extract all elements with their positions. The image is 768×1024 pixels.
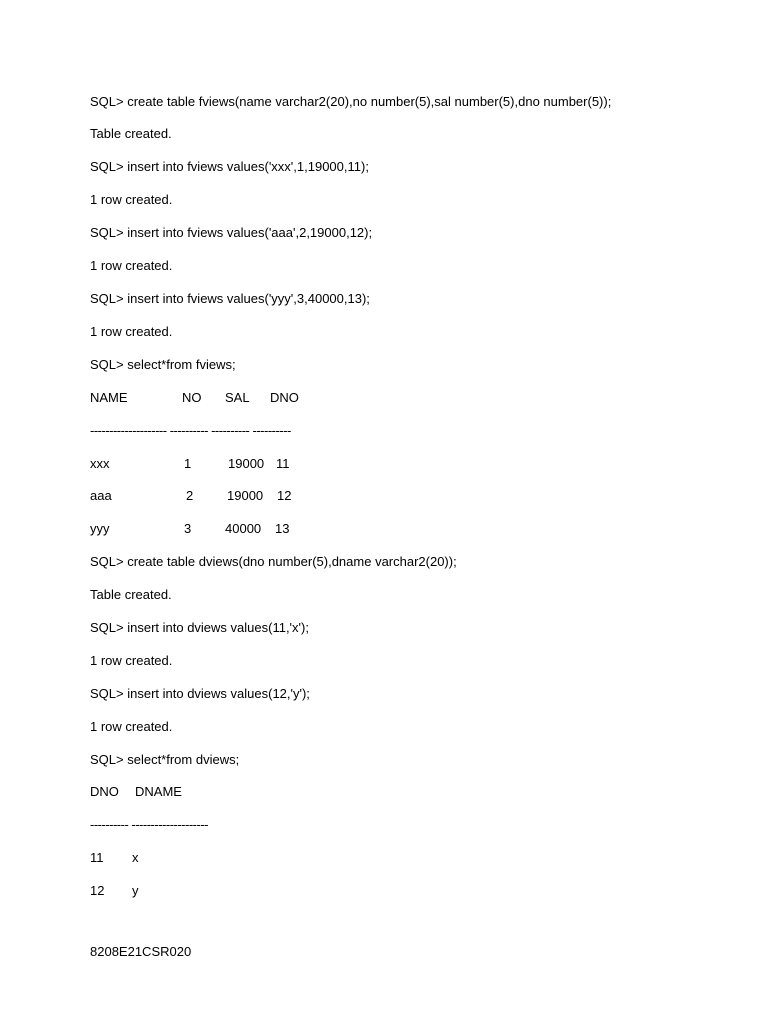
cell-dname: x [132, 850, 139, 865]
cell-no: 2 [186, 488, 194, 503]
result-row-created: 1 row created. [90, 719, 173, 734]
result-row-created: 1 row created. [90, 653, 173, 668]
column-header-name: NAME [90, 390, 128, 405]
cell-sal: 19000 [227, 488, 264, 503]
cell-name: xxx [90, 456, 110, 471]
result-table-created: Table created. [90, 126, 172, 141]
result-row-created: 1 row created. [90, 258, 173, 273]
column-header-dname: DNAME [135, 784, 182, 799]
result-table-created: Table created. [90, 587, 172, 602]
cell-dno: 13 [275, 521, 290, 536]
cell-sal: 19000 [228, 456, 265, 471]
table-separator: ---------- -------------------- [90, 817, 208, 832]
page-footer-id: 8208E21CSR020 [90, 944, 192, 959]
column-header-dno: DNO [270, 390, 299, 405]
cell-no: 3 [184, 521, 192, 536]
cell-dname: y [132, 883, 139, 898]
cell-dno: 11 [276, 456, 290, 471]
sql-insert-dviews-1: SQL> insert into dviews values(11,'x'); [90, 620, 309, 635]
cell-name: yyy [90, 521, 110, 536]
cell-name: aaa [90, 488, 112, 503]
sql-insert-dviews-2: SQL> insert into dviews values(12,'y'); [90, 686, 310, 701]
sql-select-dviews: SQL> select*from dviews; [90, 752, 240, 767]
sql-insert-fviews-2: SQL> insert into fviews values('aaa',2,19000,12); [90, 225, 373, 240]
column-header-no: NO [182, 390, 202, 405]
sql-create-dviews: SQL> create table dviews(dno number(5),dname varchar2(20)); [90, 554, 457, 569]
cell-dno: 12 [277, 488, 292, 503]
sql-insert-fviews-3: SQL> insert into fviews values('yyy',3,40000,13); [90, 291, 370, 306]
column-header-sal: SAL [225, 390, 250, 405]
sql-select-fviews: SQL> select*from fviews; [90, 357, 236, 372]
result-row-created: 1 row created. [90, 192, 173, 207]
sql-insert-fviews-1: SQL> insert into fviews values('xxx',1,19000,11); [90, 159, 369, 174]
cell-no: 1 [184, 456, 192, 471]
result-row-created: 1 row created. [90, 324, 173, 339]
sql-create-fviews: SQL> create table fviews(name varchar2(20),no number(5),sal number(5),dno number(5)); [90, 94, 612, 109]
column-header-dno: DNO [90, 784, 119, 799]
table-separator: -------------------- ---------- ---------- ---------- [90, 423, 291, 438]
cell-dno: 11 [90, 850, 104, 865]
cell-dno: 12 [90, 883, 105, 898]
cell-sal: 40000 [225, 521, 262, 536]
